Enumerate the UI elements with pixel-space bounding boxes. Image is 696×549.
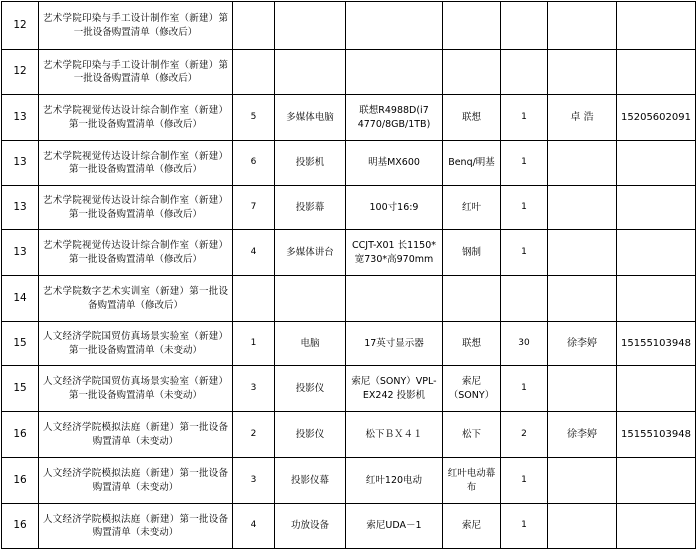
project-cell: 人文经济学院国贸仿真场景实验室（新建）第一批设备购置清单（未变动）	[39, 366, 233, 412]
contact-phone-cell	[617, 2, 696, 50]
contact-phone-cell	[617, 458, 696, 504]
row-number-cell: 16	[2, 504, 39, 549]
equipment-name-cell: 电脑	[275, 322, 346, 366]
table-row	[2, 458, 696, 504]
brand-cell	[443, 276, 501, 322]
project-cell: 人文经济学院模拟法庭（新建）第一批设备购置清单（未变动）	[39, 504, 233, 549]
equipment-name-cell: 投影幕	[275, 186, 346, 230]
model-cell	[346, 2, 443, 50]
equipment-name-cell: 投影仪	[275, 366, 346, 412]
contact-name-cell	[548, 504, 617, 549]
contact-phone-cell	[617, 276, 696, 322]
table-row	[2, 50, 696, 95]
project-cell: 艺术学院数字艺术实训室（新建）第一批设备购置清单（修改后）	[39, 276, 233, 322]
equipment-name-cell	[275, 2, 346, 50]
amount-cell: 1	[501, 230, 548, 276]
brand-cell: 松下	[443, 412, 501, 458]
contact-name-cell	[548, 276, 617, 322]
contact-name-cell: 徐李婷	[548, 322, 617, 366]
table-row	[2, 2, 696, 50]
contact-phone-cell	[617, 50, 696, 95]
project-cell: 人文经济学院国贸仿真场景实验室（新建）第一批设备购置清单（未变动）	[39, 322, 233, 366]
amount-cell: 2	[501, 412, 548, 458]
contact-name-cell	[548, 50, 617, 95]
equipment-name-cell: 多媒体电脑	[275, 95, 346, 141]
model-cell: 联想R4988D(i7 4770/8GB/1TB)	[346, 95, 443, 141]
contact-phone-cell	[617, 186, 696, 230]
contact-name-cell	[548, 366, 617, 412]
brand-cell: 联想	[443, 95, 501, 141]
project-cell: 艺术学院印染与手工设计制作室（新建）第一批设备购置清单（修改后）	[39, 2, 233, 50]
amount-cell: 1	[501, 504, 548, 549]
row-number-cell: 13	[2, 186, 39, 230]
model-cell: 100寸16:9	[346, 186, 443, 230]
model-cell: 索尼（SONY）VPL-EX242 投影机	[346, 366, 443, 412]
quantity-cell: 3	[233, 366, 275, 412]
table-row	[2, 276, 696, 322]
project-cell: 艺术学院视觉传达设计综合制作室（新建）第一批设备购置清单（修改后）	[39, 230, 233, 276]
contact-phone-cell	[617, 141, 696, 186]
table-row	[2, 186, 696, 230]
amount-cell	[501, 276, 548, 322]
brand-cell: 索尼（SONY）	[443, 366, 501, 412]
equipment-name-cell: 功放设备	[275, 504, 346, 549]
row-number-cell: 14	[2, 276, 39, 322]
quantity-cell	[233, 2, 275, 50]
brand-cell: 钢制	[443, 230, 501, 276]
contact-name-cell: 徐李婷	[548, 412, 617, 458]
quantity-cell: 6	[233, 141, 275, 186]
brand-cell: 联想	[443, 322, 501, 366]
quantity-cell: 1	[233, 322, 275, 366]
equipment-name-cell: 投影机	[275, 141, 346, 186]
amount-cell	[501, 50, 548, 95]
project-cell: 艺术学院视觉传达设计综合制作室（新建）第一批设备购置清单（修改后）	[39, 95, 233, 141]
amount-cell: 1	[501, 95, 548, 141]
contact-phone-cell	[617, 366, 696, 412]
contact-phone-cell	[617, 504, 696, 549]
equipment-name-cell	[275, 50, 346, 95]
brand-cell	[443, 2, 501, 50]
contact-name-cell	[548, 2, 617, 50]
brand-cell: 索尼	[443, 504, 501, 549]
project-cell: 艺术学院印染与手工设计制作室（新建）第一批设备购置清单（修改后）	[39, 50, 233, 95]
quantity-cell: 7	[233, 186, 275, 230]
row-number-cell: 13	[2, 141, 39, 186]
row-number-cell: 15	[2, 322, 39, 366]
project-cell: 艺术学院视觉传达设计综合制作室（新建）第一批设备购置清单（修改后）	[39, 141, 233, 186]
model-cell	[346, 276, 443, 322]
project-cell: 人文经济学院模拟法庭（新建）第一批设备购置清单（未变动）	[39, 458, 233, 504]
row-number-cell: 12	[2, 50, 39, 95]
row-number-cell: 13	[2, 95, 39, 141]
amount-cell: 1	[501, 141, 548, 186]
quantity-cell: 4	[233, 230, 275, 276]
contact-phone-cell: 15155103948	[617, 412, 696, 458]
equipment-table	[1, 1, 696, 549]
brand-cell	[443, 50, 501, 95]
row-number-cell: 12	[2, 2, 39, 50]
brand-cell: Benq/明基	[443, 141, 501, 186]
equipment-name-cell: 投影仪幕	[275, 458, 346, 504]
contact-phone-cell: 15205602091	[617, 95, 696, 141]
quantity-cell: 5	[233, 95, 275, 141]
row-number-cell: 16	[2, 412, 39, 458]
contact-name-cell	[548, 230, 617, 276]
table-row	[2, 366, 696, 412]
table-row	[2, 141, 696, 186]
model-cell: CCJT-X01 长1150*宽730*高970mm	[346, 230, 443, 276]
project-cell: 艺术学院视觉传达设计综合制作室（新建）第一批设备购置清单（修改后）	[39, 186, 233, 230]
contact-name-cell	[548, 458, 617, 504]
contact-phone-cell	[617, 230, 696, 276]
brand-cell: 红叶电动幕布	[443, 458, 501, 504]
table-row	[2, 230, 696, 276]
contact-name-cell: 卓 浩	[548, 95, 617, 141]
quantity-cell	[233, 50, 275, 95]
table-row	[2, 412, 696, 458]
table-row	[2, 504, 696, 549]
project-cell: 人文经济学院模拟法庭（新建）第一批设备购置清单（未变动）	[39, 412, 233, 458]
row-number-cell: 15	[2, 366, 39, 412]
row-number-cell: 16	[2, 458, 39, 504]
equipment-name-cell: 投影仪	[275, 412, 346, 458]
table-row	[2, 322, 696, 366]
row-number-cell: 13	[2, 230, 39, 276]
equipment-name-cell	[275, 276, 346, 322]
amount-cell: 1	[501, 458, 548, 504]
amount-cell: 1	[501, 186, 548, 230]
contact-name-cell	[548, 186, 617, 230]
amount-cell: 1	[501, 366, 548, 412]
model-cell	[346, 50, 443, 95]
equipment-name-cell: 多媒体讲台	[275, 230, 346, 276]
contact-name-cell	[548, 141, 617, 186]
brand-cell: 红叶	[443, 186, 501, 230]
quantity-cell: 4	[233, 504, 275, 549]
model-cell: 松下ＢＸ４１	[346, 412, 443, 458]
model-cell: 明基MX600	[346, 141, 443, 186]
model-cell: 索尼UDA－1	[346, 504, 443, 549]
model-cell: 17英寸显示器	[346, 322, 443, 366]
amount-cell: 30	[501, 322, 548, 366]
model-cell: 红叶120电动	[346, 458, 443, 504]
quantity-cell: 2	[233, 412, 275, 458]
contact-phone-cell: 15155103948	[617, 322, 696, 366]
quantity-cell	[233, 276, 275, 322]
amount-cell	[501, 2, 548, 50]
table-row	[2, 95, 696, 141]
quantity-cell: 3	[233, 458, 275, 504]
